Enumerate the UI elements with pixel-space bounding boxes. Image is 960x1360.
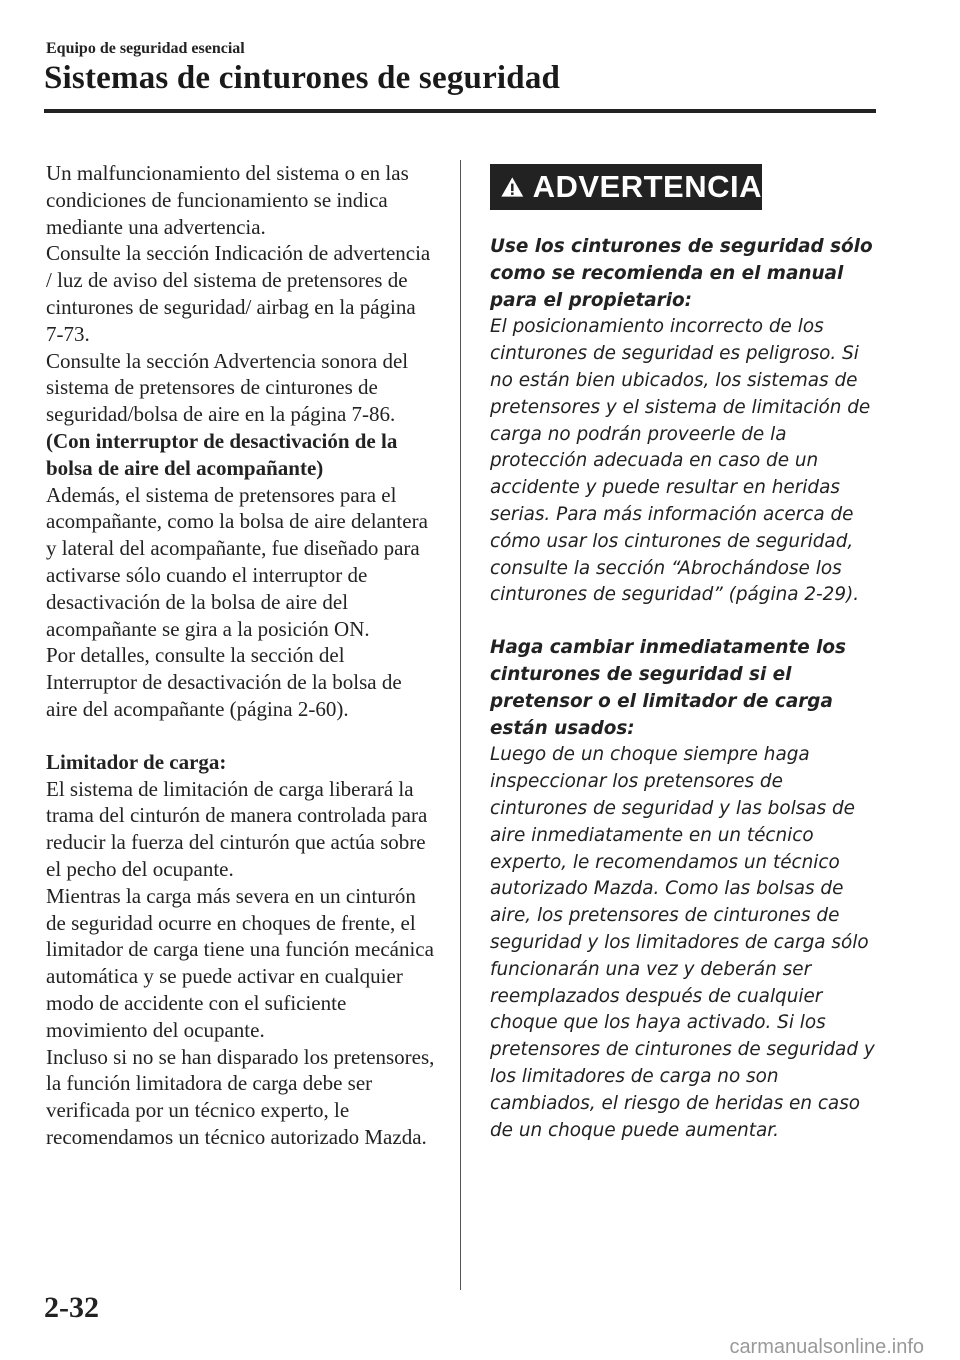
header-divider (44, 109, 876, 113)
warning-paragraph-replace: Luego de un choque siempre haga inspeccionar los pretensores de cinturones de seguridad y las bolsas de aire inmediatamente en un técnico experto, le recomendamos un técnico autorizado Mazda. Como las bolsas de aire, los pretensores de cinturones de seguridad y los limitadores de carga sólo funcionarán una vez y deberán ser reemplazados después de cualquier choque que los haya activado. Si los pretensores de cinturones de seguridad y los limitadores de carga no son cambiados, el riesgo de heridas en caso de un choque puede aumentar. (490, 744, 875, 1141)
section-label: Equipo de seguridad esencial (46, 40, 245, 57)
paragraph-malfunction: Un malfuncionamiento del sistema o en las condiciones de funcionamiento se indica mediante una advertencia. (46, 161, 409, 239)
paragraph-frontal-crash: Mientras la carga más severa en un cinturón de seguridad ocurre en choques de frente, el limitador de carga tiene una función mecánica automática y se puede activar en cualquier modo de accidente con el suficiente movimiento del ocupante. (46, 883, 434, 1042)
left-column (46, 160, 438, 1151)
column-divider (460, 160, 461, 1290)
warning-heading-use: Use los cinturones de seguridad sólo como se recomienda en el manual para el propietario: (490, 236, 873, 311)
page-number: 2-32 (44, 1291, 99, 1324)
warning-triangle-icon (500, 171, 525, 203)
paragraph-load-limiter: El sistema de limitación de carga liberará la trama del cinturón de manera controlada para reducir la fuerza del cinturón que actúa sobre el pecho del ocupante. (46, 776, 428, 881)
page-title: Sistemas de cinturones de seguridad (44, 60, 561, 96)
warning-badge (490, 164, 762, 210)
warning-heading-replace: Haga cambiar inmediatamente los cinturones de seguridad si el pretensor o el limitador de carga están usados: (490, 637, 846, 739)
paragraph-inspection: Incluso si no se han disparado los pretensores, la función limitadora de carga debe ser verificada por un técnico experto, le recomendamos un técnico autorizado Mazda. (46, 1044, 435, 1149)
warning-paragraph-positioning: El posicionamiento incorrecto de los cinturones de seguridad es peligroso. Si no están bien ubicados, los sistemas de pretensores y el sistema de limitación de carga no podrán proveerle de la protección adecuada en caso de un accidente y puede resultar en heridas serias. Para más información acerca de cómo usar los cinturones de seguridad, consulte la sección “Abrochándose los cinturones de seguridad” (página 2-29). (490, 316, 871, 606)
paragraph-sound-warning-ref: Consulte la sección Advertencia sonora del sistema de pretensores de cinturones de seguridad/bolsa de aire en la página 7-86. (46, 348, 409, 427)
watermark: carmanualsonline.info (729, 1336, 924, 1358)
heading-load-limiter: Limitador de carga: (46, 749, 227, 774)
paragraph-passenger-pretensioner: Además, el sistema de pretensores para el acompañante, como la bolsa de aire delantera y lateral del acompañante, fue diseñado para activarse sólo cuando el interruptor de desactivación de la bolsa de aire del acompañante se gira a la posición ON. (46, 482, 428, 641)
warning-label: ADVERTENCIA (532, 169, 762, 204)
warning-content (490, 234, 880, 1144)
paragraph-details-ref: Por detalles, consulte la sección del Interruptor de desactivación de la bolsa de aire del acompañante (página 2-60). (46, 643, 402, 721)
paragraph-warning-light-ref: Consulte la sección Indicación de advertencia / luz de aviso del sistema de pretensores de cinturones de seguridad/ airbag en la página 7-73. (46, 241, 431, 346)
heading-passenger-switch: (Con interruptor de desactivación de la bolsa de aire del acompañante) (46, 428, 398, 480)
